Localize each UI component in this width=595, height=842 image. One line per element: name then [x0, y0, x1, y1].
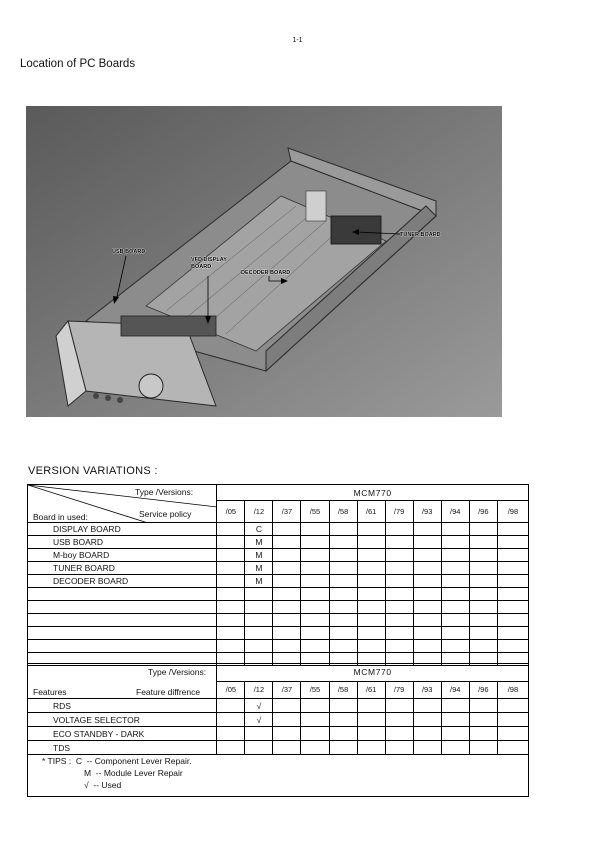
board-policy-cell	[441, 601, 469, 614]
feature-row-label: ECO STANDBY - DARK	[28, 727, 217, 741]
board-policy-cell	[497, 588, 528, 601]
board-policy-cell	[357, 562, 385, 575]
feature-cell	[329, 727, 357, 741]
feature-row-label: RDS	[28, 699, 217, 713]
feature-cell	[329, 713, 357, 727]
board-policy-cell	[329, 588, 357, 601]
board-policy-cell	[357, 523, 385, 536]
features-model-header: MCM770	[217, 664, 529, 682]
version-variations-title: VERSION VARIATIONS :	[28, 465, 158, 477]
board-policy-cell	[217, 627, 245, 640]
board-policy-cell: M	[245, 549, 273, 562]
boards-version-header: /96	[469, 501, 497, 523]
feature-cell	[245, 741, 273, 755]
feature-cell	[301, 741, 329, 755]
boards-version-header: /93	[413, 501, 441, 523]
board-policy-cell	[357, 627, 385, 640]
feature-cell	[273, 727, 301, 741]
feature-cell	[385, 741, 413, 755]
board-policy-cell	[357, 536, 385, 549]
boards-version-header: /58	[329, 501, 357, 523]
board-policy-cell	[273, 575, 301, 588]
feature-cell	[469, 727, 497, 741]
board-policy-cell	[329, 640, 357, 653]
board-policy-cell	[217, 614, 245, 627]
feature-row-label: VOLTAGE SELECTOR	[28, 713, 217, 727]
features-version-header: /61	[357, 681, 385, 699]
board-policy-cell	[441, 536, 469, 549]
pc-board-location-photo	[26, 106, 502, 417]
board-policy-cell	[273, 640, 301, 653]
board-policy-cell	[357, 588, 385, 601]
board-policy-cell	[357, 601, 385, 614]
board-policy-cell	[301, 640, 329, 653]
board-policy-cell	[469, 549, 497, 562]
board-policy-cell	[245, 588, 273, 601]
board-policy-cell	[385, 627, 413, 640]
boards-version-header: /98	[497, 501, 528, 523]
features-version-header: /96	[469, 681, 497, 699]
board-policy-cell	[357, 575, 385, 588]
board-policy-cell	[217, 562, 245, 575]
features-version-header: /79	[385, 681, 413, 699]
board-policy-cell	[385, 588, 413, 601]
board-row	[28, 640, 529, 653]
board-policy-cell	[497, 627, 528, 640]
boards-header-cell	[28, 485, 217, 523]
feature-cell	[273, 699, 301, 713]
board-policy-cell	[497, 562, 528, 575]
features-version-header: /05	[217, 681, 245, 699]
usb-board-label: USB BOARD	[112, 249, 146, 255]
features-table	[27, 663, 529, 755]
features-header-cell	[28, 664, 217, 699]
feature-cell	[217, 727, 245, 741]
board-policy-cell	[413, 575, 441, 588]
feature-row	[28, 699, 529, 713]
board-policy-cell	[329, 575, 357, 588]
board-policy-cell	[413, 562, 441, 575]
board-policy-cell	[273, 601, 301, 614]
features-version-header: /98	[497, 681, 528, 699]
board-policy-cell	[497, 523, 528, 536]
board-policy-cell	[273, 549, 301, 562]
boards-version-header: /55	[301, 501, 329, 523]
boards-model-header: MCM770	[217, 485, 529, 501]
board-policy-cell	[469, 536, 497, 549]
feature-cell	[469, 713, 497, 727]
feature-cell	[357, 727, 385, 741]
vfd-display-board-label-line2: BOARD	[191, 264, 212, 270]
board-policy-cell	[301, 523, 329, 536]
feature-cell	[385, 713, 413, 727]
feature-row	[28, 741, 529, 755]
board-policy-cell	[217, 575, 245, 588]
feature-row	[28, 713, 529, 727]
board-row	[28, 536, 529, 549]
boards-board-in-used-label: Board in used:	[33, 512, 88, 522]
board-policy-cell	[497, 536, 528, 549]
boards-version-header: /61	[357, 501, 385, 523]
feature-cell	[441, 727, 469, 741]
board-policy-cell	[385, 640, 413, 653]
board-policy-cell	[273, 562, 301, 575]
board-policy-cell	[301, 588, 329, 601]
board-policy-cell	[329, 627, 357, 640]
feature-difference-label: Feature diffrence	[136, 687, 201, 697]
board-policy-cell	[329, 601, 357, 614]
feature-cell	[441, 713, 469, 727]
page-heading: Location of PC Boards	[20, 58, 136, 70]
feature-cell	[469, 699, 497, 713]
board-policy-cell	[273, 588, 301, 601]
board-row-label: USB BOARD	[28, 536, 217, 549]
feature-cell	[497, 741, 528, 755]
feature-cell	[413, 713, 441, 727]
board-policy-cell	[441, 614, 469, 627]
boards-version-header: /37	[273, 501, 301, 523]
feature-cell	[441, 741, 469, 755]
boards-version-header: /05	[217, 501, 245, 523]
board-policy-cell	[469, 640, 497, 653]
board-policy-cell	[413, 523, 441, 536]
features-version-header: /37	[273, 681, 301, 699]
board-row-label: DECODER BOARD	[28, 575, 217, 588]
feature-cell	[413, 741, 441, 755]
board-policy-cell	[497, 549, 528, 562]
tips-line-component: * TIPS : C -- Component Lever Repair.	[42, 756, 192, 766]
board-policy-cell	[385, 614, 413, 627]
board-policy-cell	[385, 536, 413, 549]
boards-service-policy-label: Service policy	[139, 509, 192, 519]
feature-cell	[413, 727, 441, 741]
features-label: Features	[33, 687, 67, 697]
board-policy-cell	[469, 562, 497, 575]
feature-cell	[497, 699, 528, 713]
board-policy-cell	[301, 549, 329, 562]
board-row-label	[28, 627, 217, 640]
feature-cell	[245, 727, 273, 741]
board-policy-cell	[217, 588, 245, 601]
board-policy-cell	[273, 536, 301, 549]
tips-legend	[42, 755, 192, 791]
vfd-display-board-label-line1: VFD DISPLAY	[191, 257, 227, 263]
feature-cell	[357, 699, 385, 713]
board-policy-cell	[469, 588, 497, 601]
board-policy-cell	[217, 536, 245, 549]
feature-cell	[217, 713, 245, 727]
feature-cell	[497, 713, 528, 727]
feature-cell: √	[245, 713, 273, 727]
board-policy-cell	[245, 627, 273, 640]
feature-cell	[217, 741, 245, 755]
feature-cell	[385, 699, 413, 713]
board-policy-cell	[357, 640, 385, 653]
board-policy-cell	[385, 562, 413, 575]
board-policy-cell	[497, 601, 528, 614]
boards-version-header: /94	[441, 501, 469, 523]
board-policy-cell: C	[245, 523, 273, 536]
board-policy-cell	[329, 562, 357, 575]
tips-line-used: √ -- Used	[84, 780, 122, 790]
feature-cell	[469, 741, 497, 755]
board-policy-cell	[245, 640, 273, 653]
features-version-header: /93	[413, 681, 441, 699]
features-version-header: /12	[245, 681, 273, 699]
board-policy-cell	[441, 575, 469, 588]
board-policy-cell	[385, 575, 413, 588]
board-policy-cell	[413, 614, 441, 627]
board-policy-cell: M	[245, 562, 273, 575]
board-policy-cell	[441, 640, 469, 653]
board-row	[28, 575, 529, 588]
board-row-label: TUNER BOARD	[28, 562, 217, 575]
feature-cell	[301, 699, 329, 713]
board-row	[28, 588, 529, 601]
board-policy-cell	[413, 588, 441, 601]
tips-line-module: M -- Module Lever Repair	[84, 768, 183, 778]
board-row	[28, 549, 529, 562]
feature-row-label: TDS	[28, 741, 217, 755]
board-policy-cell	[413, 549, 441, 562]
board-policy-cell	[245, 601, 273, 614]
board-policy-cell	[273, 627, 301, 640]
feature-cell	[217, 699, 245, 713]
board-policy-cell	[301, 575, 329, 588]
board-policy-cell	[441, 549, 469, 562]
board-policy-cell	[329, 523, 357, 536]
board-row	[28, 614, 529, 627]
board-policy-cell	[217, 549, 245, 562]
board-policy-cell	[469, 523, 497, 536]
feature-cell	[357, 741, 385, 755]
board-policy-cell	[469, 614, 497, 627]
feature-cell	[441, 699, 469, 713]
features-version-header: /94	[441, 681, 469, 699]
feature-cell	[301, 727, 329, 741]
board-policy-cell	[357, 549, 385, 562]
board-row	[28, 523, 529, 536]
board-row-label	[28, 640, 217, 653]
board-policy-cell	[497, 614, 528, 627]
board-policy-cell	[413, 536, 441, 549]
features-type-versions-label: Type /Versions:	[148, 667, 207, 677]
board-policy-cell	[385, 549, 413, 562]
board-policy-cell	[301, 627, 329, 640]
boards-table	[27, 484, 529, 666]
board-policy-cell	[469, 627, 497, 640]
board-policy-cell	[441, 562, 469, 575]
board-policy-cell	[273, 614, 301, 627]
board-policy-cell	[301, 614, 329, 627]
feature-cell	[385, 727, 413, 741]
decoder-board-label: DECODER BOARD	[241, 270, 291, 276]
board-policy-cell	[413, 601, 441, 614]
boards-version-header: /79	[385, 501, 413, 523]
board-policy-cell	[329, 536, 357, 549]
page-number: 1-1	[292, 37, 303, 44]
board-row	[28, 627, 529, 640]
board-row	[28, 562, 529, 575]
board-policy-cell	[301, 536, 329, 549]
board-policy-cell	[441, 627, 469, 640]
board-policy-cell	[301, 601, 329, 614]
boards-type-versions-label: Type /Versions:	[135, 487, 194, 497]
feature-cell	[329, 741, 357, 755]
board-policy-cell	[441, 523, 469, 536]
board-policy-cell	[385, 523, 413, 536]
board-row-label	[28, 601, 217, 614]
board-policy-cell	[385, 601, 413, 614]
board-policy-cell	[217, 640, 245, 653]
board-policy-cell	[413, 640, 441, 653]
feature-cell	[301, 713, 329, 727]
board-row	[28, 601, 529, 614]
board-policy-cell	[413, 627, 441, 640]
board-policy-cell: M	[245, 536, 273, 549]
boards-version-header: /12	[245, 501, 273, 523]
board-policy-cell	[329, 549, 357, 562]
feature-cell	[273, 741, 301, 755]
feature-cell	[413, 699, 441, 713]
board-policy-cell	[217, 601, 245, 614]
board-policy-cell	[329, 614, 357, 627]
board-policy-cell	[441, 588, 469, 601]
feature-cell	[497, 727, 528, 741]
board-policy-cell	[273, 523, 301, 536]
board-row-label	[28, 588, 217, 601]
board-policy-cell: M	[245, 575, 273, 588]
board-policy-cell	[497, 640, 528, 653]
feature-cell	[357, 713, 385, 727]
board-policy-cell	[357, 614, 385, 627]
board-policy-cell	[217, 523, 245, 536]
board-policy-cell	[245, 614, 273, 627]
feature-cell: √	[245, 699, 273, 713]
board-row-label	[28, 614, 217, 627]
board-row-label: M-boy BOARD	[28, 549, 217, 562]
board-row-label: DISPLAY BOARD	[28, 523, 217, 536]
board-policy-cell	[497, 575, 528, 588]
features-version-header: /58	[329, 681, 357, 699]
board-policy-cell	[469, 575, 497, 588]
board-policy-cell	[301, 562, 329, 575]
features-version-header: /55	[301, 681, 329, 699]
board-policy-cell	[469, 601, 497, 614]
feature-cell	[273, 713, 301, 727]
feature-cell	[329, 699, 357, 713]
feature-row	[28, 727, 529, 741]
tuner-board-label: TUNER BOARD	[400, 232, 441, 238]
